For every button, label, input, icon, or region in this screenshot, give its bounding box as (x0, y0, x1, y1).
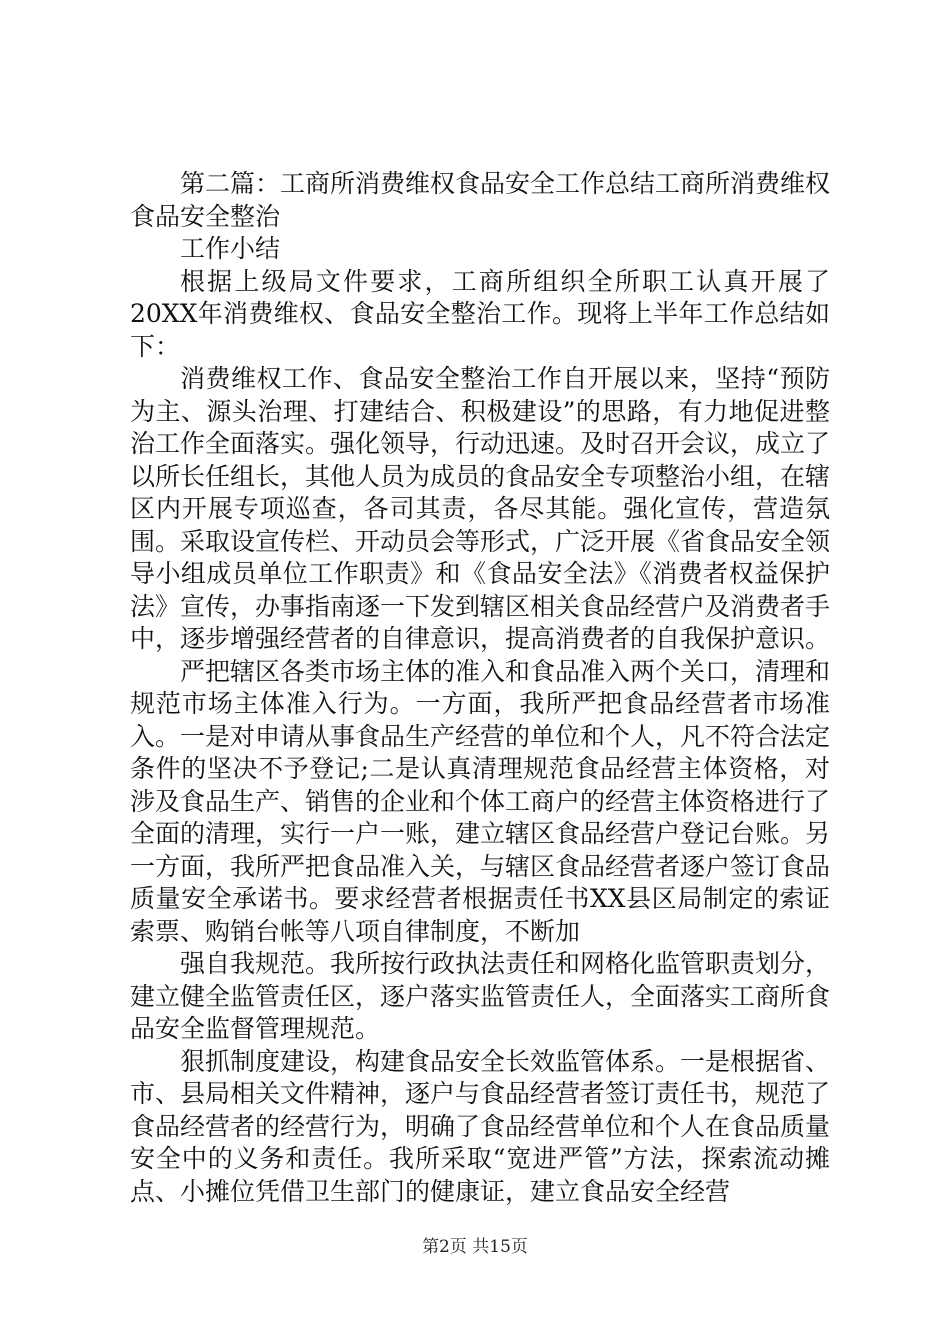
paragraph-3: 严把辖区各类市场主体的准入和食品准入两个关口，清理和规范市场主体准入行为。一方面，我所严把食品经营者市场准入。一是对申请从事食品生产经营的单位和个人，凡不符合法定条件的坚决不予登记;二是认真清理规范食品经营主体资格，对涉及食品生产、销售的企业和个体工商户的经营主体资格进行了全面的清理，实行一户一账，建立辖区食品经营户登记台账。另一方面，我所严把食品准入关，与辖区食品经营者逐户签订食品质量安全承诺书。要求经营者根据责任书XX县区局制定的索证索票、购销台帐等八项自律制度，不断加 (130, 656, 831, 946)
paragraph-5: 狠抓制度建设，构建食品安全长效监管体系。一是根据省、市、县局相关文件精神，逐户与食品经营者签订责任书，规范了食品经营者的经营行为，明确了食品经营单位和个人在食品质量安全中的义务和责任。我所采取“宽进严管”方法，探索流动摊点、小摊位凭借卫生部门的健康证，建立食品安全经营 (130, 1046, 831, 1206)
paragraph-1: 根据上级局文件要求，工商所组织全所职工认真开展了20XX年消费维权、食品安全整治工作。现将上半年工作总结如下： (130, 266, 830, 361)
paragraph-2: 消费维权工作、食品安全整治工作自开展以来，坚持“预防为主、源头治理、打建结合、积极建设”的思路，有力地促进整治工作全面落实。强化领导，行动迅速。及时召开会议，成立了以所长任组长，其他人员为成员的食品安全专项整治小组，在辖区内开展专项巡查，各司其责，各尽其能。强化宣传，营造氛围。采取设宣传栏、开动员会等形式，广泛开展《省食品安全领导小组成员单位工作职责》和《食品安全法》《消费者权益保护法》宣传，办事指南逐一下发到辖区相关食品经营户及消费者手中，逐步增强经营者的自律意识，提高消费者的自我保护意识。 (130, 364, 831, 653)
document-body (130, 168, 830, 1208)
page-number-footer: 第2页 共15页 (422, 1237, 528, 1257)
document-title: 第二篇：工商所消费维权食品安全工作总结工商所消费维权食品安全整治 (130, 169, 831, 231)
paragraph-4: 强自我规范。我所按行政执法责任和网格化监管职责划分，建立健全监管责任区，逐户落实监管责任人，全面落实工商所食品安全监督管理规范。 (130, 949, 831, 1043)
document-subtitle: 工作小结 (180, 234, 281, 263)
